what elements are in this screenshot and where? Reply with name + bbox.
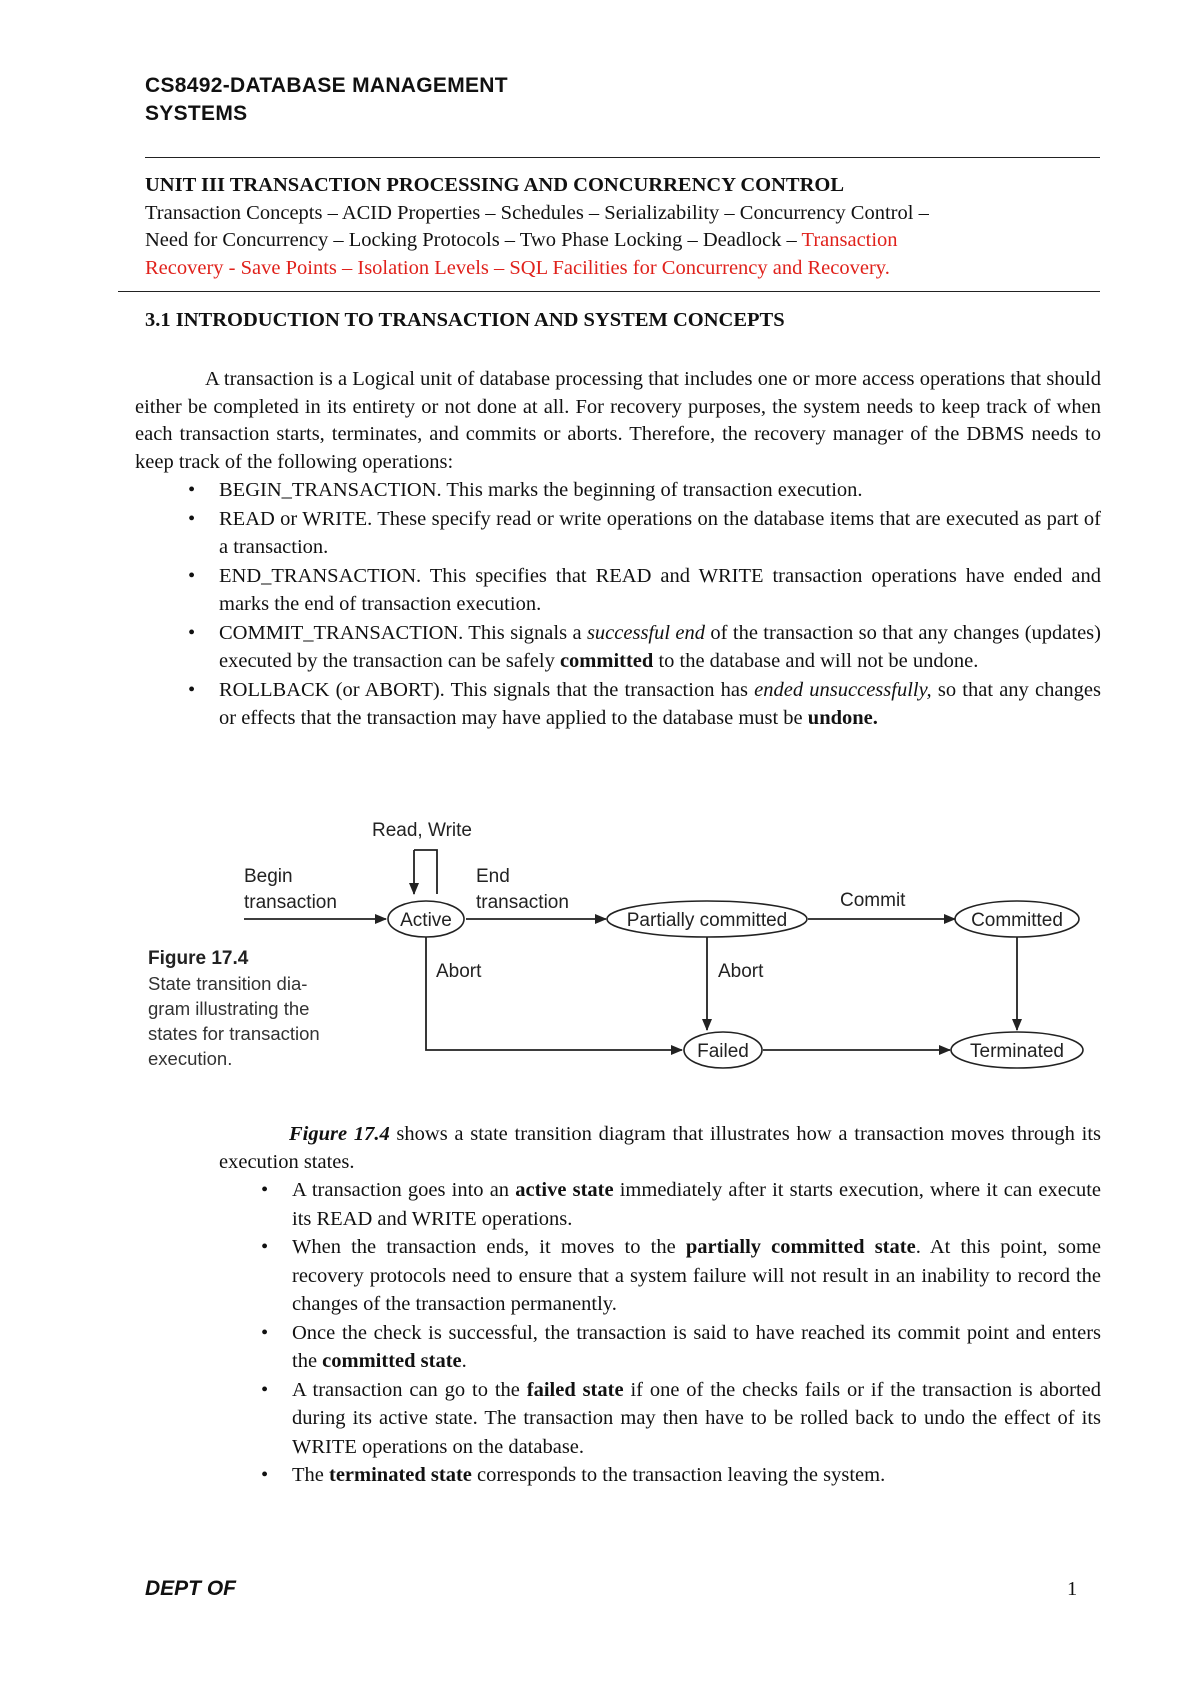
state-terminated-label: Terminated xyxy=(970,1041,1064,1062)
list-item: • When the transaction ends, it moves to the partially committed state. At this point, some recovery protocols need to ensure that a system failure will not result in an inability to record the changes of the transaction permanently. xyxy=(261,1236,1101,1315)
list-item: • END_TRANSACTION. This specifies that READ and WRITE transaction operations have ended and marks the end of transaction execution. xyxy=(188,564,1101,615)
course-title-line1: CS8492-DATABASE MANAGEMENT xyxy=(145,74,508,97)
caption-line: states for transaction xyxy=(148,1023,320,1044)
caption-line: gram illustrating the xyxy=(148,998,310,1019)
caption-line: execution. xyxy=(148,1048,233,1069)
figure-label: Figure 17.4 xyxy=(148,948,249,969)
explanation-paragraph xyxy=(219,1120,1101,1176)
unit-heading: UNIT III TRANSACTION PROCESSING AND CONCURRENCY CONTROL xyxy=(145,174,845,196)
list-item: • A transaction can go to the failed state if one of the checks fails or if the transaction is aborted during its active state. The transaction may then have to be rolled back to undo the effect of its WRITE operations on the database. xyxy=(261,1378,1101,1458)
op-commit-em: successful end xyxy=(586,621,706,644)
state-desc-post: immediately after it starts execution, where it can execute its READ and WRITE operations. xyxy=(292,1179,1101,1230)
state-partially-committed-label: Partially committed xyxy=(626,910,788,931)
op-readwrite-text: READ or WRITE. These specify read or write operations on the database items that are executed as part of a transaction. xyxy=(219,507,1101,558)
state-desc-pre: The xyxy=(292,1464,329,1486)
list-item: • The terminated state corresponds to the transaction leaving the system. xyxy=(261,1464,886,1486)
state-active-label: Active xyxy=(400,910,452,931)
explanation-text: shows a state transition diagram that illustrates how a transaction moves through its execution states. xyxy=(219,1123,1101,1173)
op-end-text: END_TRANSACTION. This specifies that READ and WRITE transaction operations have ended and marks the end of transaction execution. xyxy=(219,564,1101,615)
edge-label-commit: Commit xyxy=(840,890,906,911)
unit-topics-line1: Transaction Concepts – ACID Properties – Schedules – Serializability – Concurrency Control – xyxy=(145,201,929,224)
figure-caption xyxy=(148,973,320,1069)
unit-topics-red-text: Transaction xyxy=(801,229,898,251)
state-desc-strong: committed state xyxy=(322,1350,462,1372)
list-item: • Once the check is successful, the transaction is said to have reached its commit point and enters the committed state. xyxy=(261,1321,1101,1372)
op-begin-text: BEGIN_TRANSACTION. This marks the beginning of transaction execution. xyxy=(219,479,863,501)
edge-label-end: End xyxy=(476,866,510,887)
state-desc-strong: partially committed state xyxy=(685,1236,916,1258)
state-desc-post: if one of the checks fails or if the transaction is aborted during its active state. The transaction may then have to be rolled back to undo the effect of its WRITE operations on the database. xyxy=(292,1378,1101,1458)
op-commit-mid: of the transaction so that any changes (updates) executed by the transaction can be safely xyxy=(219,621,1101,672)
state-transition-diagram xyxy=(140,812,1120,1092)
footer-dept: DEPT OF xyxy=(145,1577,237,1600)
course-title-line2: SYSTEMS xyxy=(145,102,248,125)
states-list xyxy=(261,1176,1101,1490)
edge-label-read-write: Read, Write xyxy=(372,820,472,841)
op-rollback-strong: undone. xyxy=(807,707,878,729)
state-desc-strong: failed state xyxy=(526,1378,624,1401)
state-desc-post: . At this point, some recovery protocols need to ensure that a system failure will not result in an inability to record the changes of the transaction permanently. xyxy=(292,1236,1101,1315)
edge-label-end-2: transaction xyxy=(476,892,569,913)
header-rule xyxy=(145,157,1100,158)
list-item: • COMMIT_TRANSACTION. This signals a successful end of the transaction so that any changes (updates) executed by the transaction can be safely committed to the database and will not be undone. xyxy=(188,621,1101,672)
list-item: • BEGIN_TRANSACTION. This marks the beginning of transaction execution. xyxy=(188,479,863,501)
figure-reference: Figure 17.4 xyxy=(289,1123,390,1145)
edge-label-abort-active: Abort xyxy=(436,961,482,982)
op-commit-post: to the database and will not be undone. xyxy=(653,650,979,672)
unit-topics-line2 xyxy=(145,227,1085,255)
state-desc-post: corresponds to the transaction leaving the system. xyxy=(471,1464,886,1486)
intro-text: A transaction is a Logical unit of database processing that includes one or more access operations that should either be completed in its entirety or not done at all. For recovery purposes, the system needs to keep track of when each transaction starts, terminates, and commits or aborts. Therefore, the recovery manager of the DBMS needs to keep track of the following operations: xyxy=(135,368,1101,473)
op-commit-strong: committed xyxy=(559,650,654,672)
unit-rule xyxy=(118,291,1100,292)
unit-topics-line2-text: Need for Concurrency – Locking Protocols – Two Phase Locking – Deadlock – xyxy=(145,229,802,251)
abort-active-arrow xyxy=(426,937,682,1050)
list-item: • READ or WRITE. These specify read or write operations on the database items that are executed as part of a transaction. xyxy=(188,507,1101,558)
self-loop-line xyxy=(414,850,437,894)
op-rollback-pre: ROLLBACK (or ABORT). This signals that the transaction has xyxy=(219,678,755,701)
state-committed-label: Committed xyxy=(971,910,1063,931)
intro-paragraph xyxy=(135,366,1101,476)
op-rollback-em: ended unsuccessfully, xyxy=(754,678,932,701)
state-desc-strong: active state xyxy=(515,1179,614,1201)
op-commit-pre: COMMIT_TRANSACTION. This signals a xyxy=(219,621,587,644)
unit-topics-line3: Recovery - Save Points – Isolation Levels – SQL Facilities for Concurrency and Recovery. xyxy=(145,256,890,279)
edge-label-begin-2: transaction xyxy=(244,892,337,913)
caption-line: State transition dia- xyxy=(148,973,308,994)
state-desc-post: . xyxy=(461,1350,467,1372)
edge-label-abort-partial: Abort xyxy=(718,961,764,982)
list-item: • A transaction goes into an active state immediately after it starts execution, where it can execute its READ and WRITE operations. xyxy=(261,1179,1101,1230)
course-title xyxy=(145,72,508,128)
state-failed-label: Failed xyxy=(697,1041,749,1062)
unit-block xyxy=(145,172,1085,282)
state-desc-pre: Once the check is successful, the transaction is said to have reached its commit point and enters the xyxy=(292,1321,1101,1372)
op-rollback-mid: so that any changes or effects that the transaction may have applied to the database must be xyxy=(219,678,1101,729)
state-desc-strong: terminated state xyxy=(329,1464,472,1486)
state-desc-pre: A transaction goes into an xyxy=(292,1179,516,1201)
section-heading: 3.1 INTRODUCTION TO TRANSACTION AND SYSTEM CONCEPTS xyxy=(145,309,785,331)
list-item: • ROLLBACK (or ABORT). This signals that the transaction has ended unsuccessfully, so that any changes or effects that the transaction may have applied to the database must be undone. xyxy=(188,678,1101,729)
state-desc-pre: When the transaction ends, it moves to the xyxy=(292,1236,686,1258)
page-number: 1 xyxy=(1067,1578,1078,1600)
operations-list xyxy=(188,476,1101,733)
state-desc-pre: A transaction can go to the xyxy=(292,1378,527,1401)
edge-label-begin: Begin xyxy=(244,866,293,887)
